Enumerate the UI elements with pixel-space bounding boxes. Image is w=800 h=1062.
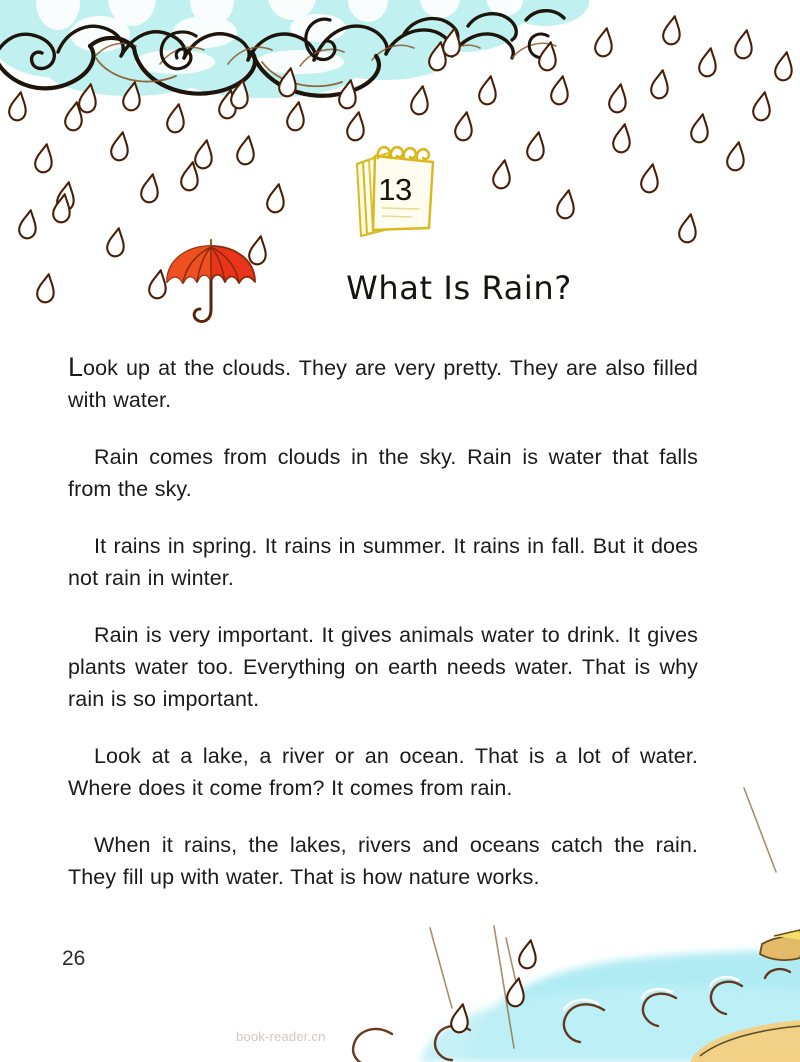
chapter-header	[0, 130, 800, 330]
flip-calendar-icon	[345, 138, 445, 243]
chapter-title: What Is Rain?	[346, 269, 572, 308]
paragraph	[68, 352, 698, 416]
paragraph-text: ook up at the clouds. They are very pretty. They are also filled with water.	[68, 356, 698, 412]
paragraph	[68, 441, 698, 505]
paragraph	[68, 619, 698, 715]
paragraph	[68, 740, 698, 804]
drop-cap: L	[68, 352, 84, 382]
watermark: book-reader.cn	[236, 1029, 326, 1044]
paragraph-text: Rain comes from clouds in the sky. Rain is water that falls from the sky.	[68, 445, 698, 501]
paragraph-text: Rain is very important. It gives animals water to drink. It gives plants water too. Everything on earth needs water. That is why rain is so important.	[68, 623, 698, 711]
paper-boat-icon	[760, 930, 800, 960]
paragraph-text: Look at a lake, a river or an ocean. That is a lot of water. Where does it come from? It comes from rain.	[68, 744, 698, 800]
paragraph	[68, 530, 698, 594]
cloud-illustration	[0, 0, 589, 98]
chapter-number: 13	[378, 172, 412, 207]
paragraph	[68, 829, 698, 893]
article-body	[68, 352, 698, 893]
page-number: 26	[62, 947, 86, 970]
paragraph-text: When it rains, the lakes, rivers and oceans catch the rain. They fill up with water. That is how nature works.	[68, 833, 698, 889]
paragraph-text: It rains in spring. It rains in summer. It rains in fall. But it does not rain in winter.	[68, 534, 698, 590]
